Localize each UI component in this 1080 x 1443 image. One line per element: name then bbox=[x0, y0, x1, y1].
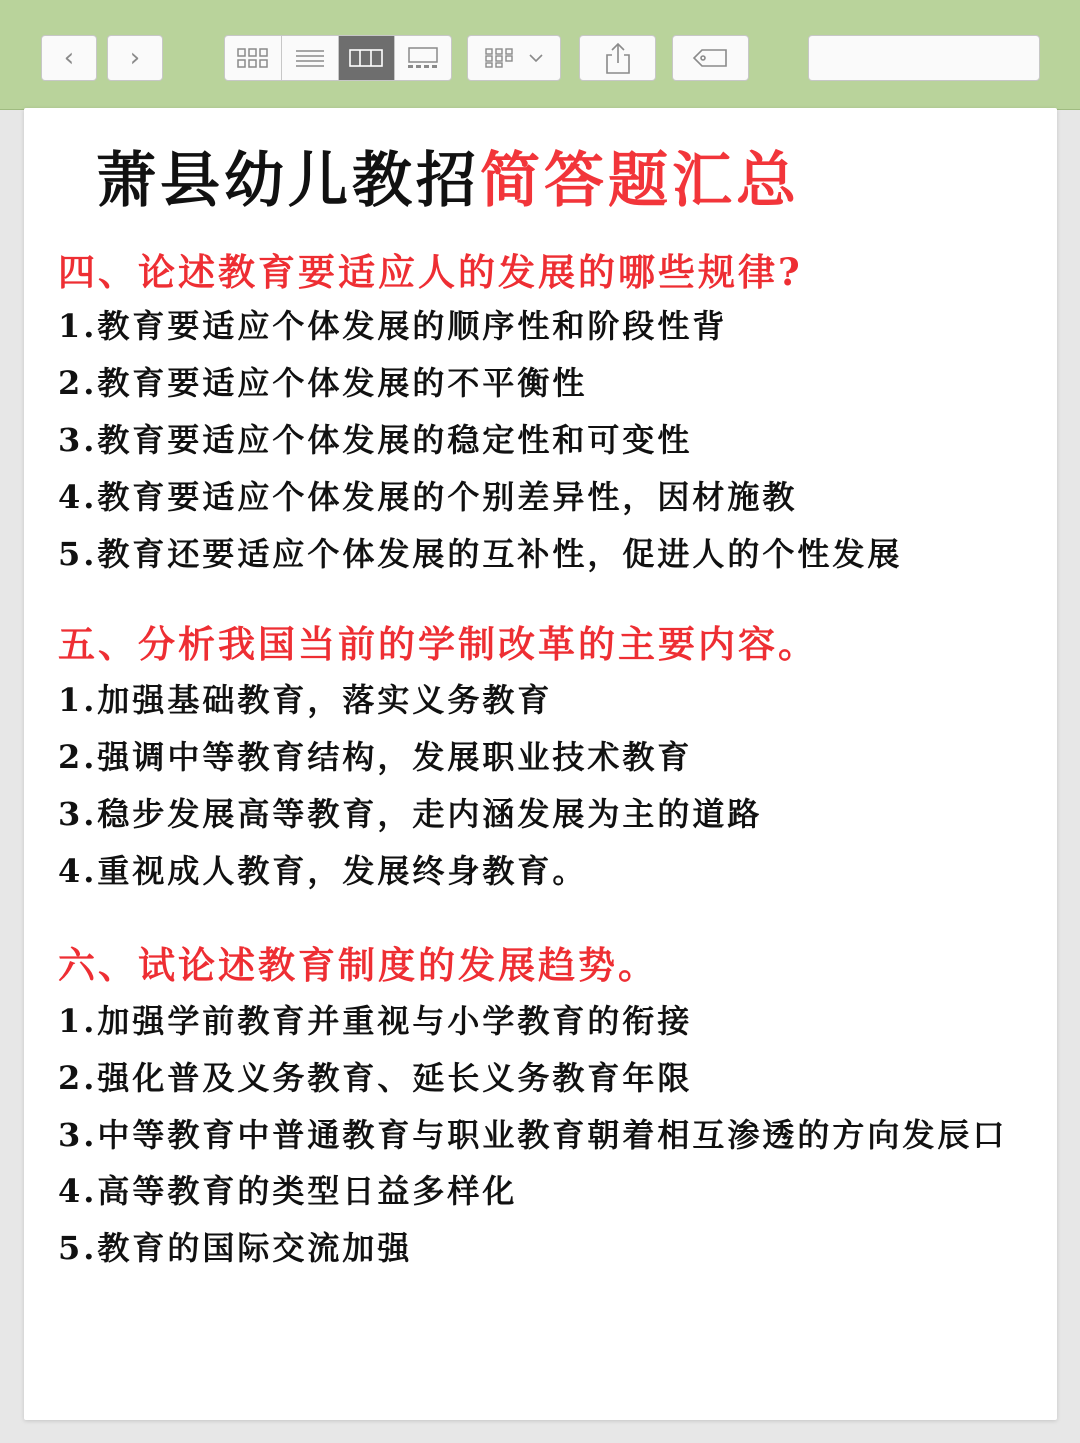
list-view-button[interactable] bbox=[282, 36, 339, 80]
gallery-icon bbox=[405, 46, 441, 70]
list-item: 5.教育还要适应个体发展的互补性，促进人的个性发展 bbox=[58, 535, 903, 573]
list-item: 1.加强学前教育并重视与小学教育的衔接 bbox=[58, 1002, 693, 1040]
search-input[interactable] bbox=[829, 37, 1058, 79]
question-heading: 六、试论述教育制度的发展趋势。 bbox=[58, 943, 658, 987]
list-item: 2.强化普及义务教育、延长义务教育年限 bbox=[58, 1059, 693, 1097]
icon-view-button[interactable] bbox=[225, 36, 282, 80]
chevron-right-icon: › bbox=[129, 43, 141, 73]
chevron-left-icon: ‹ bbox=[63, 43, 75, 73]
list-item: 1.加强基础教育，落实义务教育 bbox=[58, 681, 553, 719]
share-button[interactable] bbox=[579, 35, 656, 81]
back-button[interactable] bbox=[41, 35, 97, 81]
list-item: 2.强调中等教育结构，发展职业技术教育 bbox=[58, 738, 693, 776]
document-page bbox=[24, 108, 1057, 1420]
list-item: 3.中等教育中普通教育与职业教育朝着相互渗透的方向发辰口 bbox=[58, 1116, 1008, 1154]
columns-icon bbox=[348, 47, 384, 69]
section-6 bbox=[58, 941, 1058, 1277]
list-item: 1.教育要适应个体发展的顺序性和阶段性背 bbox=[58, 307, 728, 345]
question-heading: 四、论述教育要适应人的发展的哪些规律? bbox=[58, 250, 803, 294]
list-item: 4.教育要适应个体发展的个别差异性，因材施教 bbox=[58, 478, 798, 516]
grid-icon bbox=[236, 47, 270, 69]
list-icon bbox=[294, 47, 326, 69]
toolbar bbox=[0, 0, 1080, 110]
chevron-down-icon bbox=[528, 52, 544, 64]
list-item: 3.教育要适应个体发展的稳定性和可变性 bbox=[58, 421, 693, 459]
list-item: 2.教育要适应个体发展的不平衡性 bbox=[58, 364, 588, 402]
list-item: 5.教育的国际交流加强 bbox=[58, 1229, 413, 1267]
title-main: 萧县幼儿教招 bbox=[96, 146, 480, 216]
view-mode-switcher bbox=[224, 35, 452, 81]
tag-icon bbox=[692, 47, 730, 69]
share-icon bbox=[603, 41, 633, 75]
section-5 bbox=[58, 620, 1058, 900]
gallery-view-button[interactable] bbox=[395, 36, 451, 80]
search-field[interactable] bbox=[808, 35, 1040, 81]
page-title bbox=[96, 148, 800, 214]
column-view-button[interactable] bbox=[339, 36, 396, 80]
answer-list bbox=[58, 993, 1058, 1277]
answer-list bbox=[58, 298, 1058, 583]
question-heading: 五、分析我国当前的学制改革的主要内容。 bbox=[58, 622, 818, 666]
list-item: 4.高等教育的类型日益多样化 bbox=[58, 1172, 518, 1210]
list-item: 3.稳步发展高等教育，走内涵发展为主的道路 bbox=[58, 795, 763, 833]
list-item: 4.重视成人教育，发展终身教育。 bbox=[58, 852, 588, 890]
forward-button[interactable] bbox=[107, 35, 163, 81]
group-grid-icon bbox=[484, 47, 520, 69]
section-4 bbox=[58, 248, 1058, 583]
group-by-button[interactable] bbox=[467, 35, 561, 81]
tag-button[interactable] bbox=[672, 35, 749, 81]
title-highlight: 简答题汇总 bbox=[480, 146, 800, 216]
answer-list bbox=[58, 672, 1058, 900]
